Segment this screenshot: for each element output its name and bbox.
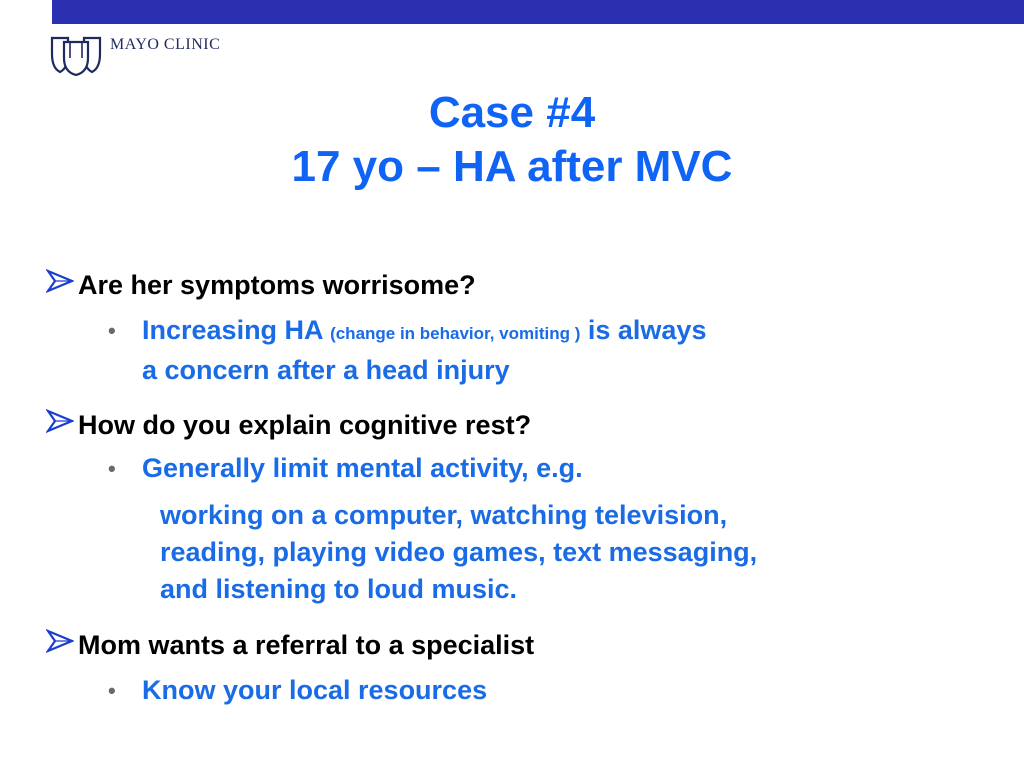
sub-text-part2: is always <box>580 315 707 345</box>
sub-text: Know your local resources <box>142 675 488 705</box>
title-line-2: 17 yo – HA after MVC <box>291 142 733 191</box>
brand-name: MAYO CLINIC <box>110 36 221 53</box>
sub-text: Generally limit mental activity, e.g. <box>142 453 583 483</box>
sub-text-small: (change in behavior, vomiting ) <box>330 324 581 343</box>
detail-line: reading, playing video games, text messaging, <box>160 537 758 567</box>
bullet-cognitive-rest <box>46 408 531 441</box>
sub-bullet-local-resources <box>110 672 910 709</box>
sub-text-line2: a concern after a head injury <box>142 355 510 385</box>
heading-text: Are her symptoms worrisome? <box>78 270 476 300</box>
dot-bullet-icon: • <box>108 318 116 343</box>
arrow-bullet-icon <box>46 268 78 294</box>
heading-text: Mom wants a referral to a specialist <box>78 630 535 660</box>
detail-activities <box>160 497 940 608</box>
sub-bullet-limit-activity <box>110 450 910 487</box>
bullet-symptoms <box>46 268 476 301</box>
dot-bullet-icon: • <box>108 456 116 481</box>
sub-bullet-increasing-ha <box>110 312 910 389</box>
mayo-clinic-logo <box>50 34 220 78</box>
mayo-shields-icon <box>50 34 102 76</box>
title-line-1: Case #4 <box>428 88 596 137</box>
arrow-bullet-icon <box>46 408 78 434</box>
arrow-bullet-icon <box>46 628 78 654</box>
top-accent-bar <box>52 0 1024 24</box>
sub-text-part1: Increasing HA <box>142 315 331 345</box>
bullet-referral <box>46 628 534 661</box>
slide-title <box>0 86 1024 194</box>
detail-line: working on a computer, watching television, <box>160 500 728 530</box>
dot-bullet-icon: • <box>108 678 116 703</box>
heading-text: How do you explain cognitive rest? <box>78 410 532 440</box>
detail-line: and listening to loud music. <box>160 574 518 604</box>
